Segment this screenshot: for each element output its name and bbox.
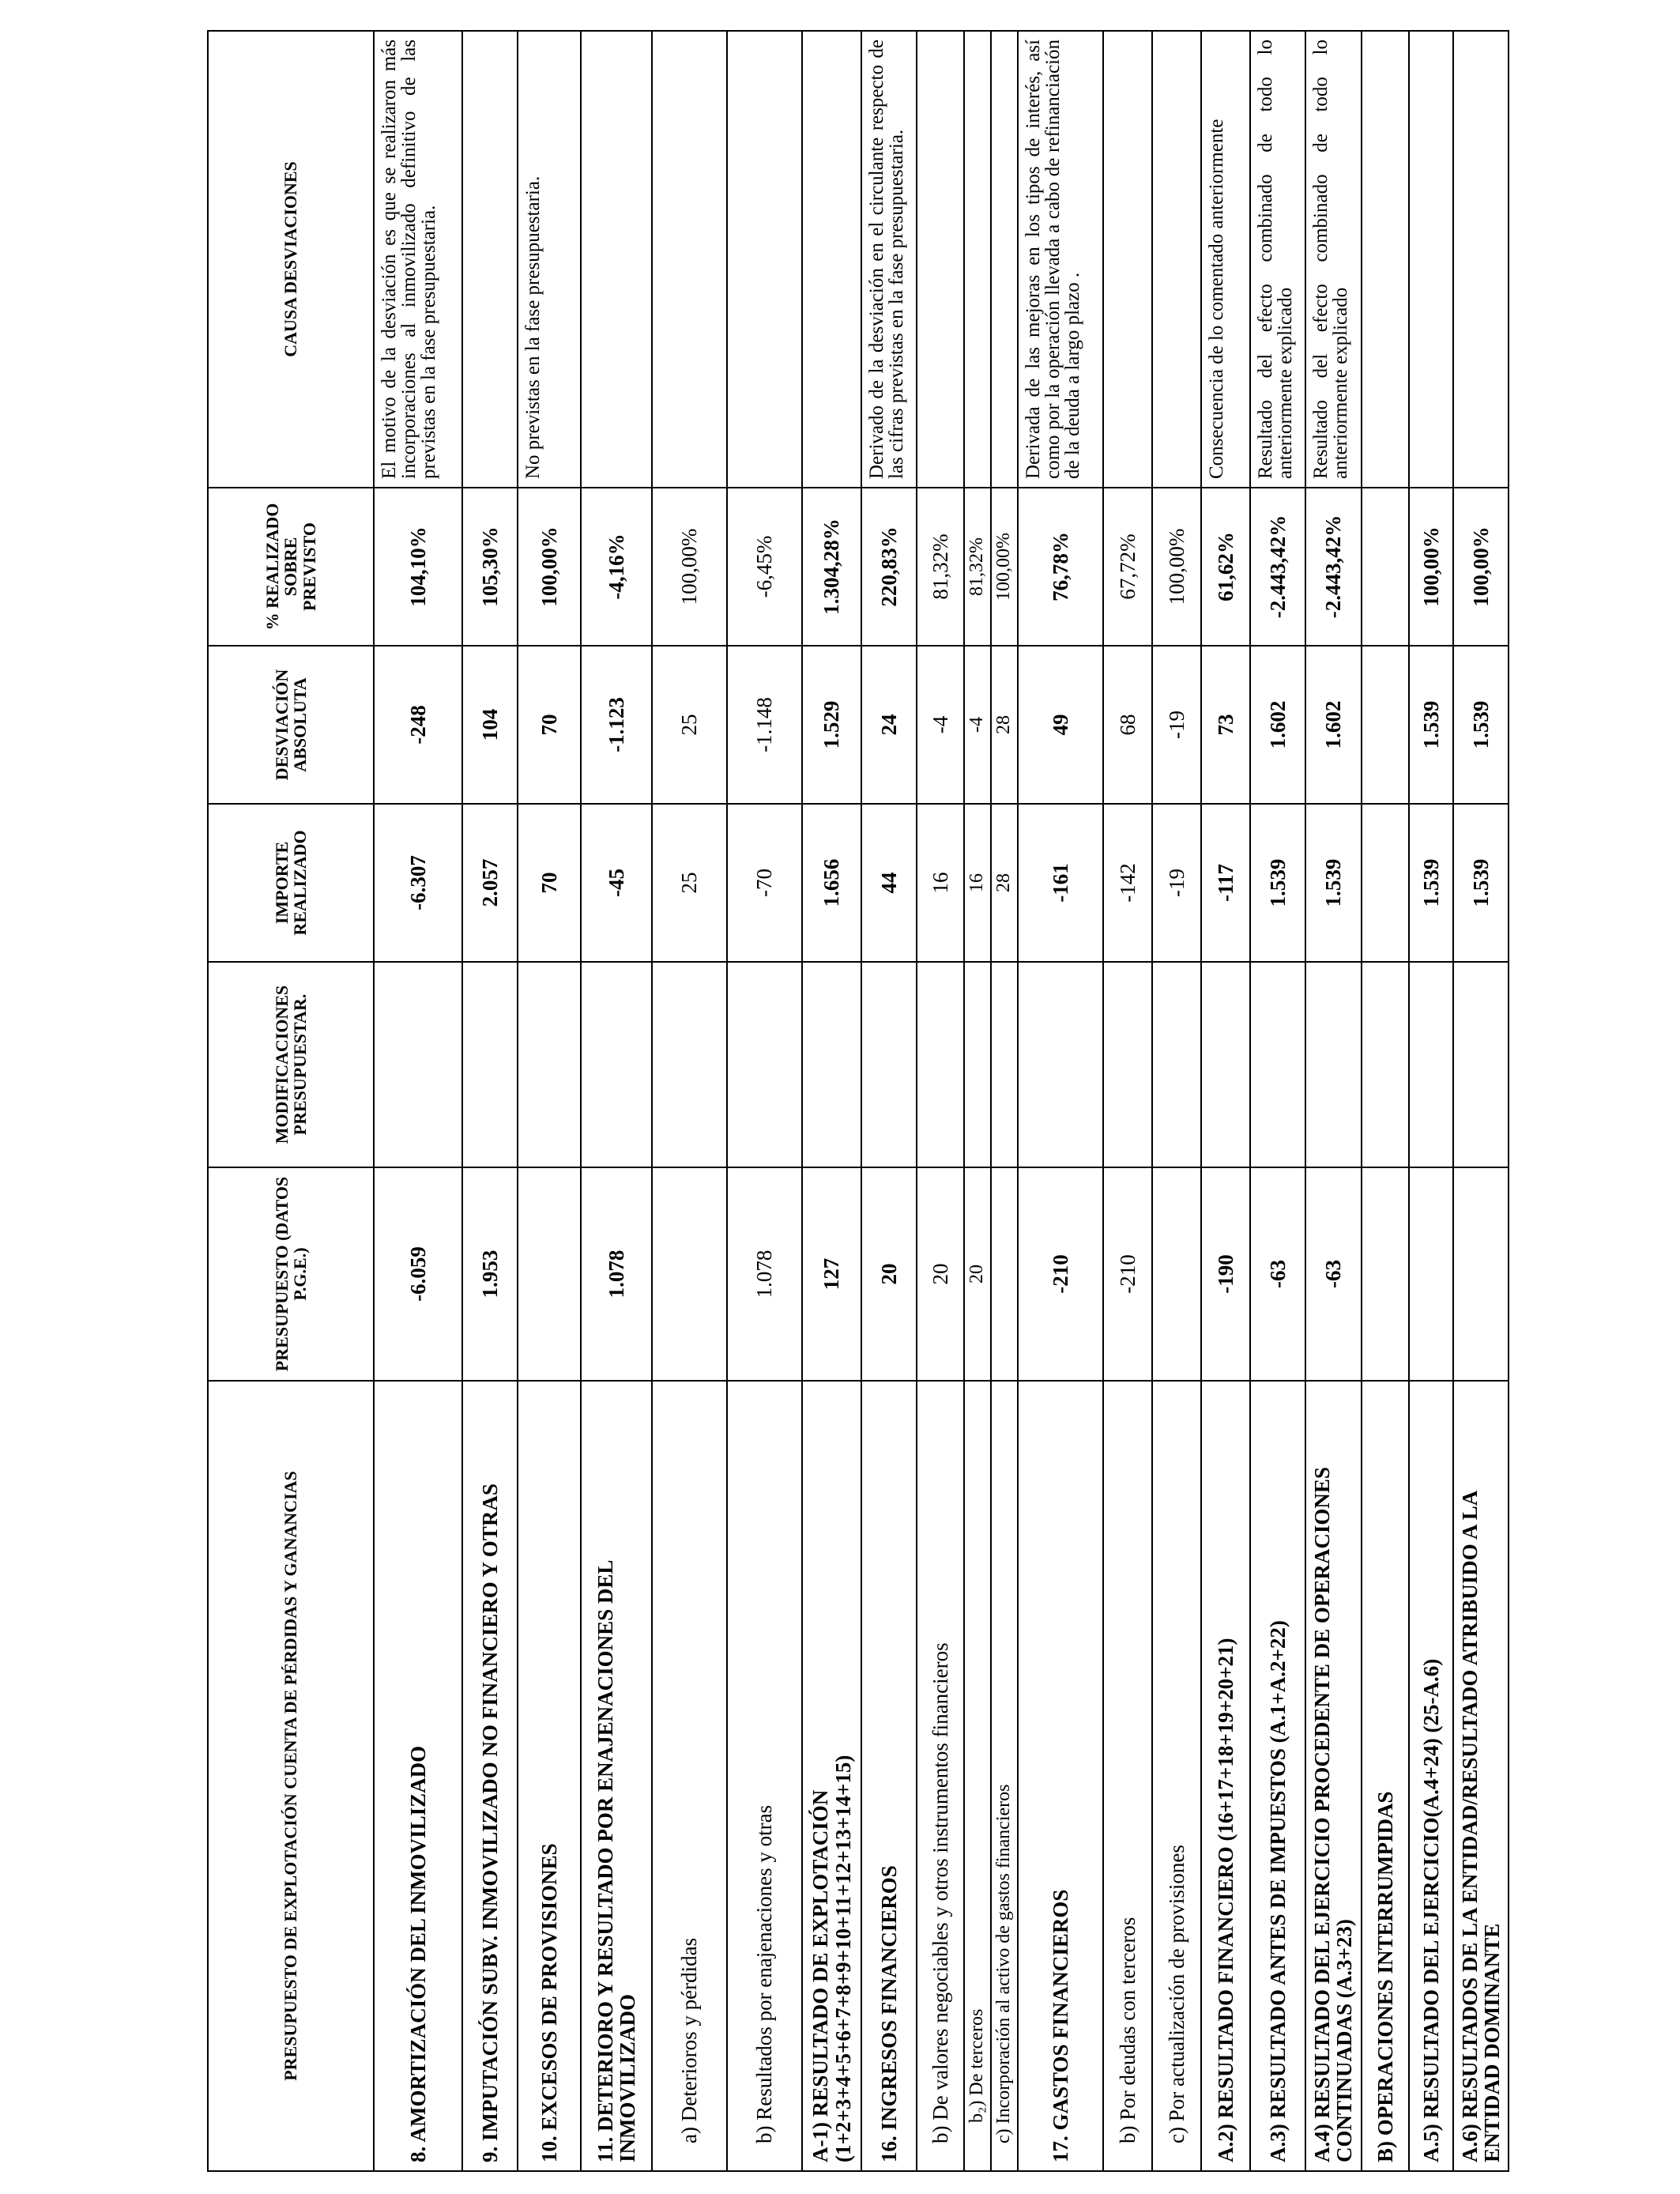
row-deviation: 73 [1201,646,1250,804]
row-modifications [374,962,462,1167]
row-pct: 61,62% [1201,488,1250,646]
row-modifications [518,962,581,1167]
row-pct: 100,00% [1409,488,1453,646]
table-row [1305,31,1362,2171]
header-budget: PRESUPUESTO (DATOS P.G.E.) [208,1167,374,1381]
header-pct: % REALIZADO SOBRE PREVISTO [208,488,374,646]
row-cause [917,31,964,488]
row-realized: -142 [1103,804,1152,962]
table-row [1201,31,1250,2171]
row-modifications [581,962,652,1167]
row-budget [652,1167,727,1381]
row-budget: 1.953 [462,1167,518,1381]
row-realized: -117 [1201,804,1250,962]
row-modifications [861,962,917,1167]
row-concept: 11. DETERIORO Y RESULTADO POR ENAJENACIONES DEL INMOVILIZADO [581,1381,652,2171]
table-row [1152,31,1201,2171]
row-deviation: -1.148 [727,646,802,804]
row-deviation [1362,646,1409,804]
row-cause [1152,31,1201,488]
row-cause [652,31,727,488]
row-modifications [1152,962,1201,1167]
row-pct [1362,488,1409,646]
row-deviation: 104 [462,646,518,804]
row-modifications [802,962,861,1167]
row-modifications [1018,962,1103,1167]
row-pct: -2.443,42% [1305,488,1362,646]
row-budget [1409,1167,1453,1381]
row-modifications [917,962,964,1167]
row-realized: 25 [652,804,727,962]
row-concept: A.6) RESULTADOS DE LA ENTIDAD/RESULTADO ATRIBUIDO A LA ENTIDAD DOMINANTE [1453,1381,1509,2171]
row-budget: -63 [1250,1167,1305,1381]
row-concept: c) Incorporación al activo de gastos financieros [991,1381,1018,2171]
table-row [727,31,802,2171]
table-row [1250,31,1305,2171]
row-budget: -6.059 [374,1167,462,1381]
table-row [1103,31,1152,2171]
row-budget: 20 [861,1167,917,1381]
row-budget: 127 [802,1167,861,1381]
row-deviation: 68 [1103,646,1152,804]
row-realized: -19 [1152,804,1201,962]
row-pct: 100,00% [1152,488,1201,646]
row-deviation: 49 [1018,646,1103,804]
row-deviation: -4 [964,646,991,804]
row-realized: 1.656 [802,804,861,962]
row-cause [802,31,861,488]
row-budget: -210 [1103,1167,1152,1381]
row-budget: 20 [917,1167,964,1381]
row-modifications [1409,962,1453,1167]
row-concept: 10. EXCESOS DE PROVISIONES [518,1381,581,2171]
row-pct: 81,32% [964,488,991,646]
row-cause [1103,31,1152,488]
row-realized: -161 [1018,804,1103,962]
row-pct: -2.443,42% [1250,488,1305,646]
row-pct: 100,00% [652,488,727,646]
row-cause: Derivado de la desviación en el circulante respecto de las cifras previstas en la fase presupuestaria. [861,31,917,488]
row-cause: Resultado del efecto combinado de todo lo anteriormente explicado [1250,31,1305,488]
row-budget: 1.078 [727,1167,802,1381]
row-deviation: 1.529 [802,646,861,804]
row-cause [964,31,991,488]
row-deviation: 1.602 [1305,646,1362,804]
table-row [462,31,518,2171]
row-budget: -190 [1201,1167,1250,1381]
row-concept: b₂) De terceros [964,1381,991,2171]
row-pct: 104,10% [374,488,462,646]
header-modifications: MODIFICACIONES PRESUPUESTAR. [208,962,374,1167]
table-row [802,31,861,2171]
header-deviation: DESVIACIÓN ABSOLUTA [208,646,374,804]
row-pct: 1.304,28% [802,488,861,646]
table-row [652,31,727,2171]
table-row [1409,31,1453,2171]
row-cause [991,31,1018,488]
row-concept: 8. AMORTIZACIÓN DEL INMOVILIZADO [374,1381,462,2171]
row-concept: A.2) RESULTADO FINANCIERO (16+17+18+19+20+21) [1201,1381,1250,2171]
row-deviation: -248 [374,646,462,804]
row-pct: 67,72% [1103,488,1152,646]
row-cause: No previstas en la fase presupuestaria. [518,31,581,488]
row-pct: -6,45% [727,488,802,646]
row-budget: -210 [1018,1167,1103,1381]
table-row [861,31,917,2171]
table-row [518,31,581,2171]
table-row [1362,31,1409,2171]
row-deviation: 1.539 [1409,646,1453,804]
row-cause [727,31,802,488]
header-realized: IMPORTE REALIZADO [208,804,374,962]
row-deviation: -1.123 [581,646,652,804]
row-pct: 105,30% [462,488,518,646]
row-concept: b) Por deudas con terceros [1103,1381,1152,2171]
row-modifications [652,962,727,1167]
row-cause [1409,31,1453,488]
row-budget [1152,1167,1201,1381]
row-deviation: 24 [861,646,917,804]
table-row [964,31,991,2171]
row-deviation: 28 [991,646,1018,804]
row-realized: 44 [861,804,917,962]
row-modifications [964,962,991,1167]
row-pct: 76,78% [1018,488,1103,646]
row-budget [518,1167,581,1381]
row-deviation: 25 [652,646,727,804]
row-realized: 70 [518,804,581,962]
row-pct: -4,16% [581,488,652,646]
table-row [581,31,652,2171]
row-cause [1453,31,1509,488]
row-pct: 81,32% [917,488,964,646]
row-realized [1362,804,1409,962]
row-deviation: -19 [1152,646,1201,804]
row-deviation: 1.602 [1250,646,1305,804]
row-pct: 100,00% [518,488,581,646]
row-cause [462,31,518,488]
row-cause [581,31,652,488]
row-concept: A.4) RESULTADO DEL EJERCICIO PROCEDENTE DE OPERACIONES CONTINUADAS (A.3+23) [1305,1381,1362,2171]
row-realized: -70 [727,804,802,962]
table-row [1018,31,1103,2171]
row-realized: -45 [581,804,652,962]
table-row [991,31,1018,2171]
row-modifications [1305,962,1362,1167]
row-modifications [991,962,1018,1167]
row-modifications [1201,962,1250,1167]
row-modifications [1250,962,1305,1167]
header-concept: PRESUPUESTO DE EXPLOTACIÓN CUENTA DE PÉRDIDAS Y GANANCIAS [208,1381,374,2171]
row-budget [1453,1167,1509,1381]
row-deviation: 1.539 [1453,646,1509,804]
row-realized: 16 [964,804,991,962]
row-modifications [1103,962,1152,1167]
row-concept: A.3) RESULTADO ANTES DE IMPUESTOS (A.1+A.2+22) [1250,1381,1305,2171]
row-deviation: 70 [518,646,581,804]
row-pct: 100,00% [1453,488,1509,646]
row-modifications [462,962,518,1167]
row-concept: 9. IMPUTACIÓN SUBV. INMOVILIZADO NO FINANCIERO Y OTRAS [462,1381,518,2171]
row-deviation: -4 [917,646,964,804]
row-budget: -63 [1305,1167,1362,1381]
row-cause: Resultado del efecto combinado de todo lo anteriormente explicado [1305,31,1362,488]
row-realized: 28 [991,804,1018,962]
row-pct: 100,00% [991,488,1018,646]
row-budget [1362,1167,1409,1381]
row-cause: Consecuencia de lo comentado anteriormente [1201,31,1250,488]
row-realized: 1.539 [1250,804,1305,962]
budget-table [207,30,1509,2172]
row-concept: c) Por actualización de provisiones [1152,1381,1201,2171]
row-cause: Derivada de las mejoras en los tipos de interés, así como por la operación llevada a cabo de refinanciación de la deuda a largo plazo . [1018,31,1103,488]
row-concept: b) De valores negociables y otros instrumentos financieros [917,1381,964,2171]
row-modifications [1453,962,1509,1167]
row-pct: 220,83% [861,488,917,646]
header-row [208,31,374,2171]
row-concept: 17. GASTOS FINANCIEROS [1018,1381,1103,2171]
row-budget: 1.078 [581,1167,652,1381]
row-realized: 1.539 [1409,804,1453,962]
row-budget: 20 [964,1167,991,1381]
row-realized: -6.307 [374,804,462,962]
row-concept: A.5) RESULTADO DEL EJERCICIO(A.4+24) (25-A.6) [1409,1381,1453,2171]
row-concept: b) Resultados por enajenaciones y otras [727,1381,802,2171]
table-row [1453,31,1509,2171]
row-realized: 1.539 [1453,804,1509,962]
row-realized: 16 [917,804,964,962]
row-cause: El motivo de la desviación es que se realizaron más incorporaciones al inmovilizado definitivo de las previstas en la fase presupuestaria. [374,31,462,488]
row-modifications [727,962,802,1167]
row-concept: A-1) RESULTADO DE EXPLOTACIÓN (1+2+3+4+5+6+7+8+9+10+11+12+13+14+15) [802,1381,861,2171]
row-modifications [1362,962,1409,1167]
budget-sheet [207,32,1505,2172]
row-cause [1362,31,1409,488]
row-budget [991,1167,1018,1381]
row-realized: 1.539 [1305,804,1362,962]
row-concept: a) Deterioros y pérdidas [652,1381,727,2171]
row-realized: 2.057 [462,804,518,962]
table-row [917,31,964,2171]
row-concept: B) OPERACIONES INTERRUMPIDAS [1362,1381,1409,2171]
table-row [374,31,462,2171]
row-concept: 16. INGRESOS FINANCIEROS [861,1381,917,2171]
header-cause: CAUSA DESVIACIONES [208,31,374,488]
